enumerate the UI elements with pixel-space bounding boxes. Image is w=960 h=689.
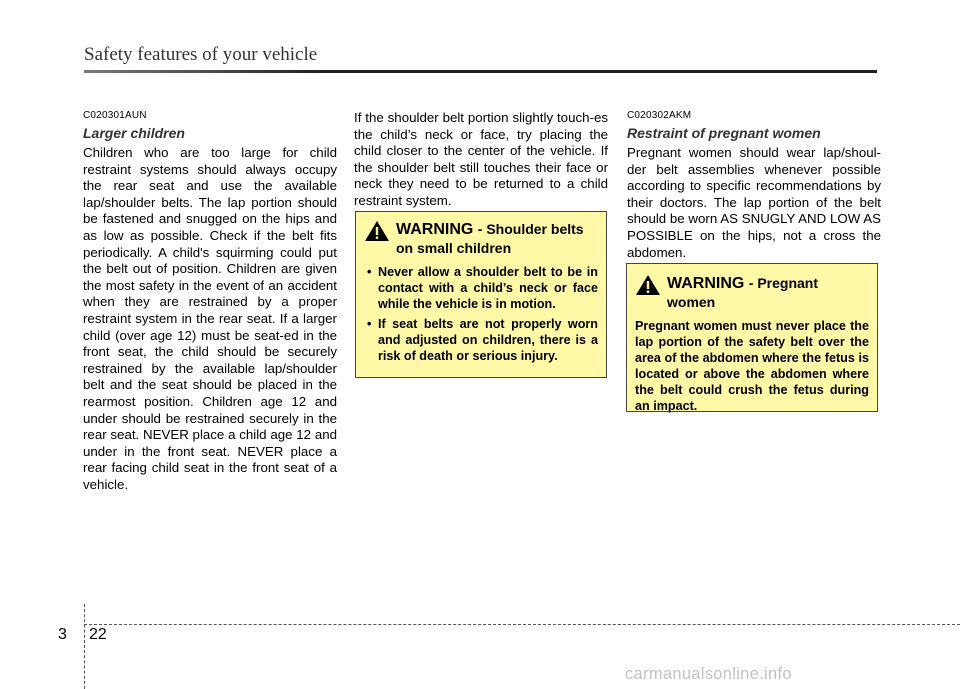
warning-box-pregnant-women	[626, 263, 878, 412]
page-number: 22	[89, 626, 107, 643]
section-code: C020301AUN	[83, 110, 147, 121]
warning-title	[396, 220, 598, 258]
warning-word: WARNING	[396, 221, 474, 238]
section-body: Pregnant women should wear lap/shoul-der belt assemblies whenever possible according to specific recommendations by their doctors. The lap portion of the belt should be worn AS SNUGLY AND LOW AS POSSIBLE on the hips, not a cross the abdomen.	[627, 145, 881, 260]
warning-subtitle: - Pregnant women	[667, 275, 819, 310]
warning-box-shoulder-belts	[355, 211, 607, 378]
warning-header	[364, 220, 598, 258]
warning-triangle-icon	[364, 220, 390, 242]
warning-header	[635, 274, 869, 312]
section-subhead: Larger children	[83, 125, 185, 141]
footer-vertical-rule	[84, 604, 85, 689]
section-body: If the shoulder belt portion slightly touch-es the child’s neck or face, try placing the child closer to the center of the vehicle. If the shoulder belt still touches their face or neck they need to be returned to a child restraint system.	[354, 110, 608, 208]
warning-list	[364, 264, 598, 364]
column-pregnant-women	[627, 110, 881, 261]
watermark: carmanualsonline.info	[625, 665, 792, 683]
section-body: Children who are too large for child restraint systems should always occupy the rear seat and use the available lap/shoulder belts. The lap portion should be fastened and snugged on the hips and as low as possible. Check if the belt fits periodically. A child's squirming could put the belt out of position. Children are given the most safety in the event of an accident when they are restrained by a proper restraint system in the rear seat. If a larger child (over age 12) must be seat-ed in the front seat, the child should be securely restrained by the available lap/shoulder belt and the seat should be placed in the rearmost position. Children age 12 and under should be restrained securely in the rear seat. NEVER place a child age 12 and under in the front seat. NEVER place a rear facing child seat in the front seat of a vehicle.	[83, 145, 337, 492]
warning-subtitle: - Shoulder belts on small children	[396, 221, 584, 256]
header-rule	[84, 70, 877, 73]
section-subhead: Restraint of pregnant women	[627, 125, 821, 141]
warning-item: • Never allow a shoulder belt to be in contact with a child’s neck or face while the vehicle is in motion.	[364, 264, 598, 312]
column-larger-children	[83, 110, 337, 493]
warning-body: Pregnant women must never place the lap portion of the safety belt over the area of the abdomen where the fetus is located or above the abdomen where the belt could crush the fetus during an impact.	[635, 319, 869, 413]
chapter-number: 3	[58, 626, 67, 643]
warning-word: WARNING	[667, 275, 745, 292]
warning-item: • If seat belts are not properly worn and adjusted on children, there is a risk of death or serious injury.	[364, 316, 598, 364]
column-shoulder-belt	[354, 110, 608, 210]
footer-rule	[84, 624, 960, 625]
warning-title	[667, 274, 869, 312]
page-header-title: Safety features of your vehicle	[84, 44, 318, 65]
section-code: C020302AKM	[627, 110, 692, 121]
warning-triangle-icon	[635, 274, 661, 296]
